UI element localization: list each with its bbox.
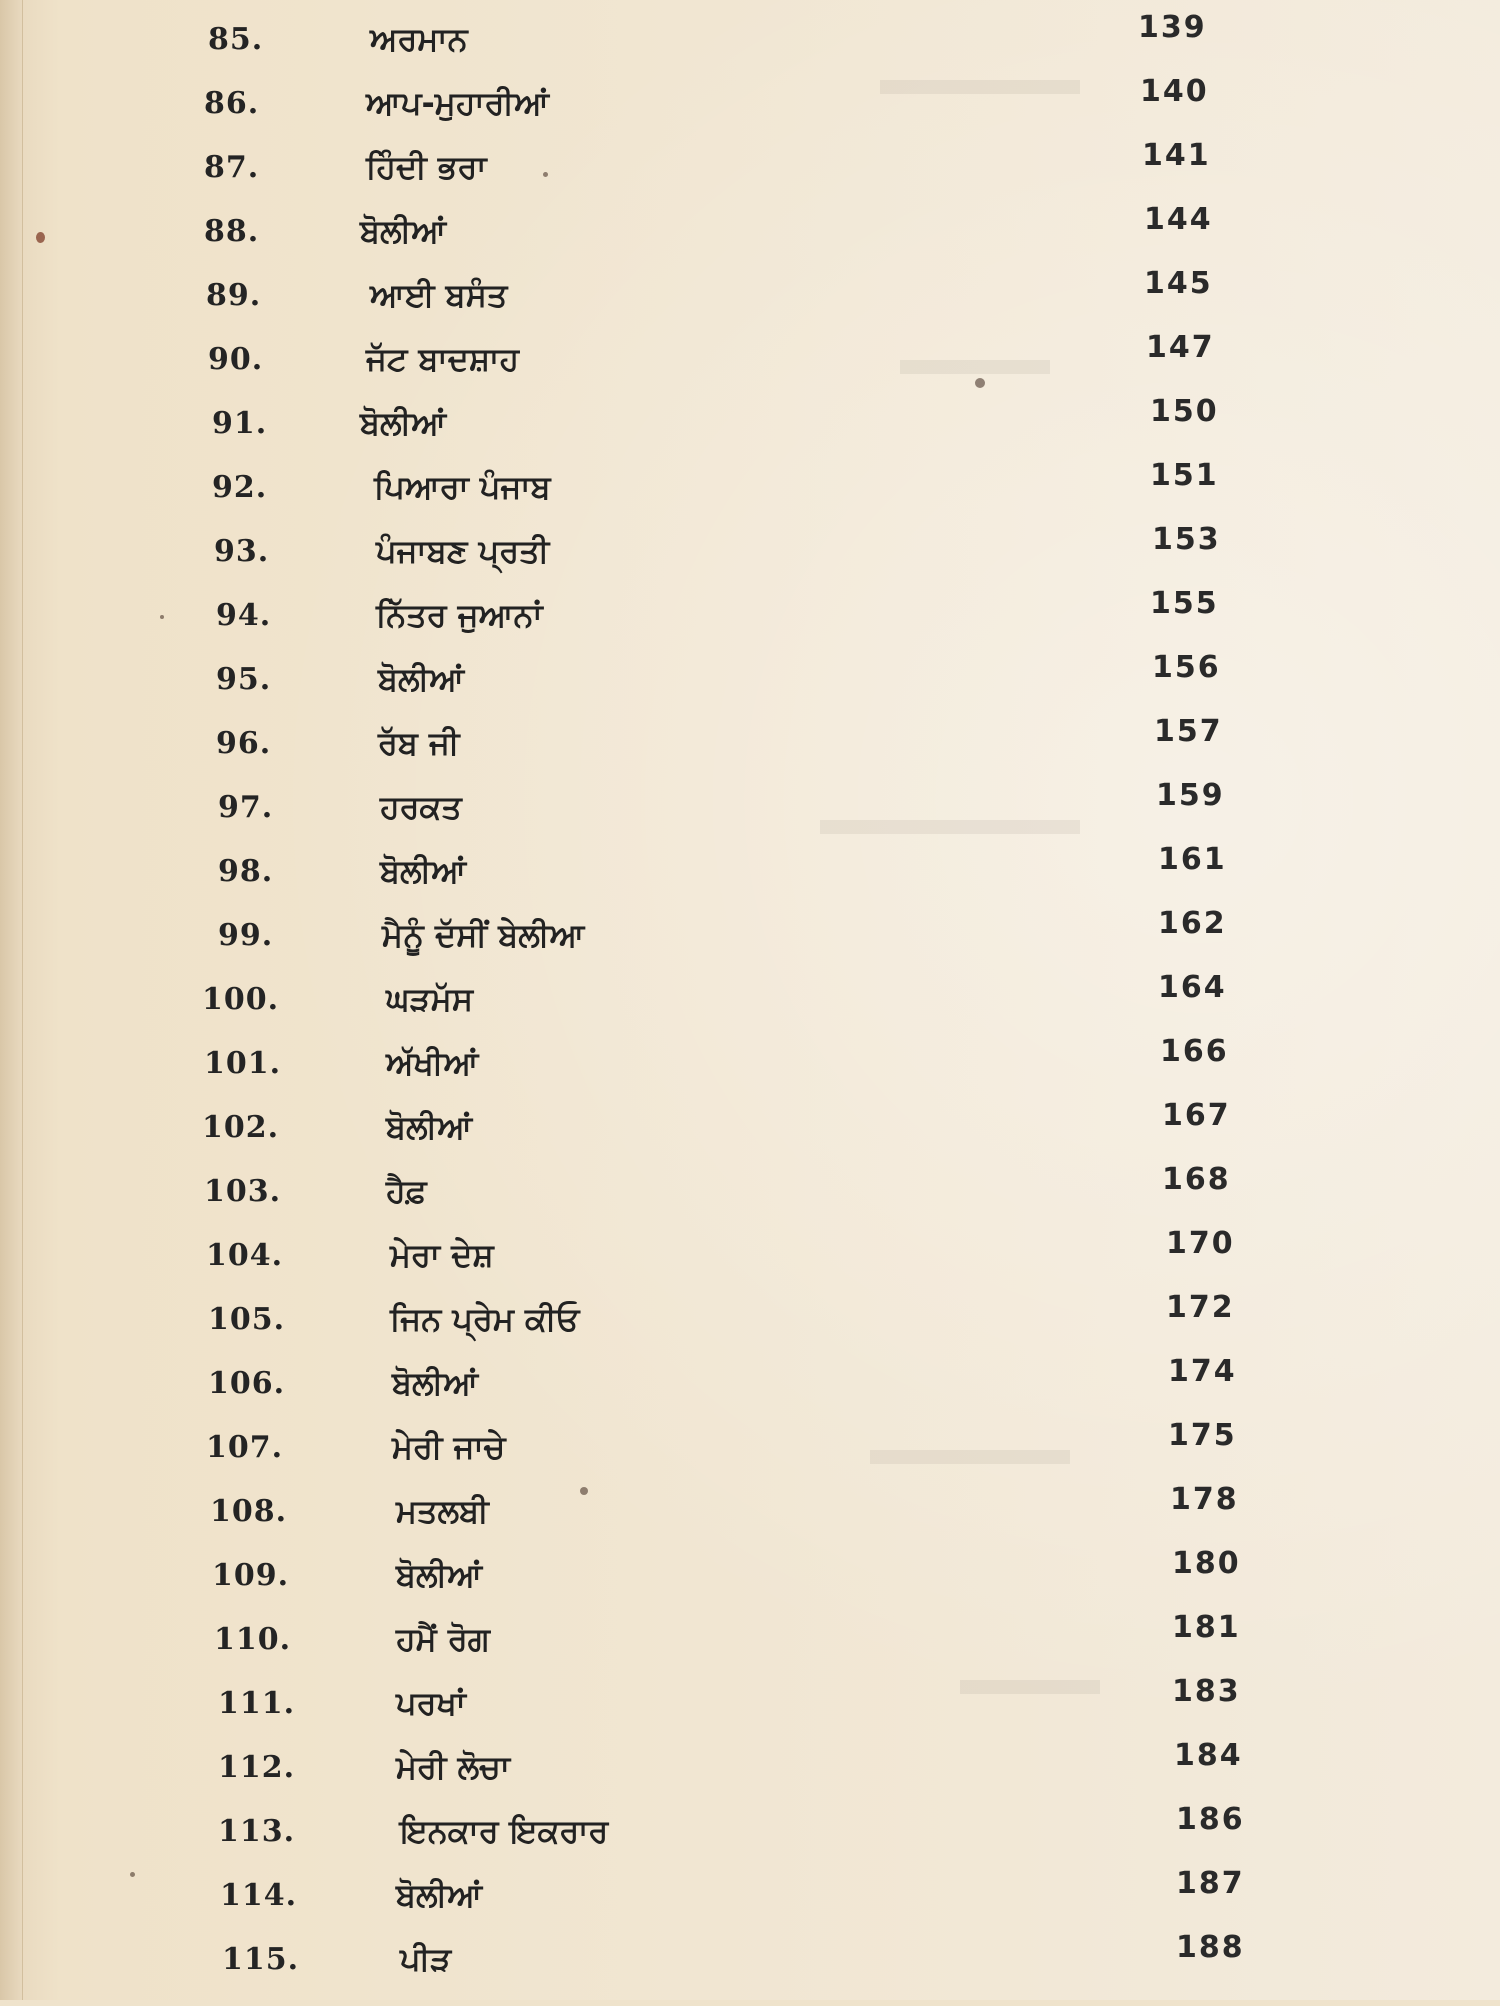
entry-title: ਹਰਕਤ <box>380 788 462 826</box>
entry-number: 94. <box>216 598 272 633</box>
entry-page-number: 159 <box>1156 778 1225 813</box>
list-item <box>0 10 1500 86</box>
list-item <box>0 330 1500 406</box>
entry-title: ਬੋਲੀਆਂ <box>360 404 447 442</box>
entry-page-number: 147 <box>1146 330 1215 365</box>
list-item <box>0 1098 1500 1174</box>
list-item <box>0 586 1500 662</box>
entry-number: 109. <box>212 1558 290 1593</box>
entry-number: 103. <box>204 1174 282 1209</box>
entry-number: 99. <box>218 918 274 953</box>
entry-page-number: 162 <box>1158 906 1227 941</box>
list-item <box>0 138 1500 214</box>
list-item <box>0 1866 1500 1942</box>
list-item <box>0 1802 1500 1878</box>
entry-page-number: 180 <box>1172 1546 1241 1581</box>
entry-page-number: 140 <box>1140 74 1209 109</box>
list-item <box>0 1930 1500 2006</box>
list-item <box>0 778 1500 854</box>
list-item <box>0 1354 1500 1430</box>
list-item <box>0 202 1500 278</box>
list-item <box>0 1482 1500 1558</box>
entry-title: ਪਿਆਰਾ ਪੰਜਾਬ <box>374 468 551 506</box>
entry-number: 114. <box>220 1878 298 1913</box>
entry-title: ਬੋਲੀਆਂ <box>386 1108 473 1146</box>
entry-number: 113. <box>218 1814 296 1849</box>
entry-number: 100. <box>202 982 280 1017</box>
list-item <box>0 1674 1500 1750</box>
entry-number: 86. <box>204 86 260 121</box>
entry-title: ਅਰਮਾਨ <box>370 20 468 58</box>
entry-number: 110. <box>214 1622 292 1657</box>
entry-number: 115. <box>222 1942 300 1977</box>
entry-number: 89. <box>206 278 262 313</box>
entry-page-number: 150 <box>1150 394 1219 429</box>
entry-number: 105. <box>208 1302 286 1337</box>
entry-page-number: 172 <box>1166 1290 1235 1325</box>
entry-number: 93. <box>214 534 270 569</box>
entry-page-number: 139 <box>1138 10 1207 45</box>
entry-number: 90. <box>208 342 264 377</box>
entry-title: ਪਰਖਾਂ <box>396 1684 466 1722</box>
entry-number: 97. <box>218 790 274 825</box>
entry-page-number: 170 <box>1166 1226 1235 1261</box>
entry-title: ਬੋਲੀਆਂ <box>378 660 465 698</box>
entry-title: ਰੱਬ ਜੀ <box>378 724 460 762</box>
entry-page-number: 187 <box>1176 1866 1245 1901</box>
entry-page-number: 175 <box>1168 1418 1237 1453</box>
entry-page-number: 178 <box>1170 1482 1239 1517</box>
entry-number: 101. <box>204 1046 282 1081</box>
entry-number: 95. <box>216 662 272 697</box>
entry-title: ਬੋਲੀਆਂ <box>396 1556 483 1594</box>
entry-title: ਪੀੜ <box>400 1940 452 1978</box>
entry-page-number: 145 <box>1144 266 1213 301</box>
entry-number: 92. <box>212 470 268 505</box>
entry-page-number: 157 <box>1154 714 1223 749</box>
entry-page-number: 164 <box>1158 970 1227 1005</box>
entry-title: ਬੋਲੀਆਂ <box>360 212 447 250</box>
list-item <box>0 650 1500 726</box>
list-item <box>0 522 1500 598</box>
list-item <box>0 1610 1500 1686</box>
list-item <box>0 458 1500 534</box>
entry-title: ਹਿੰਦੀ ਭਰਾ <box>366 148 487 186</box>
list-item <box>0 842 1500 918</box>
entry-number: 112. <box>218 1750 296 1785</box>
entry-page-number: 151 <box>1150 458 1219 493</box>
entry-title: ਹਮੈਂ ਰੋਗ <box>396 1620 490 1658</box>
entry-title: ਬੋਲੀਆਂ <box>392 1364 479 1402</box>
list-item <box>0 1290 1500 1366</box>
list-item <box>0 394 1500 470</box>
entry-number: 104. <box>206 1238 284 1273</box>
entry-page-number: 156 <box>1152 650 1221 685</box>
list-item <box>0 714 1500 790</box>
entry-number: 107. <box>206 1430 284 1465</box>
entry-title: ਜਿਨ ਪ੍ਰੇਮ ਕੀਓ <box>390 1300 580 1338</box>
entry-page-number: 188 <box>1176 1930 1245 1965</box>
entry-number: 98. <box>218 854 274 889</box>
entry-title: ਇਨਕਾਰ ਇਕਰਾਰ <box>400 1812 609 1850</box>
list-item <box>0 74 1500 150</box>
entry-title: ਮਤਲਬੀ <box>396 1492 489 1530</box>
entry-page-number: 155 <box>1150 586 1219 621</box>
entry-number: 108. <box>210 1494 288 1529</box>
entry-page-number: 186 <box>1176 1802 1245 1837</box>
entry-number: 102. <box>202 1110 280 1145</box>
entry-page-number: 174 <box>1168 1354 1237 1389</box>
entry-number: 111. <box>218 1686 296 1721</box>
list-item <box>0 970 1500 1046</box>
entry-page-number: 168 <box>1162 1162 1231 1197</box>
entry-title: ਬੋਲੀਆਂ <box>380 852 467 890</box>
entry-title: ਹੈਫ਼ <box>386 1172 427 1210</box>
entry-title: ਬੋਲੀਆਂ <box>396 1876 483 1914</box>
list-item <box>0 1226 1500 1302</box>
list-item <box>0 906 1500 982</box>
entry-title: ਮੈਨੂੰ ਦੱਸੀਂ ਬੇਲੀਆ <box>382 916 585 954</box>
entry-title: ਜੱਟ ਬਾਦਸ਼ਾਹ <box>366 340 519 378</box>
list-item <box>0 266 1500 342</box>
entry-title: ਨਿੱਤਰ ਜੁਆਨਾਂ <box>376 596 543 634</box>
entry-number: 87. <box>204 150 260 185</box>
entry-number: 88. <box>204 214 260 249</box>
entry-page-number: 184 <box>1174 1738 1243 1773</box>
entry-page-number: 167 <box>1162 1098 1231 1133</box>
list-item <box>0 1546 1500 1622</box>
entry-number: 106. <box>208 1366 286 1401</box>
entry-title: ਘੜਮੱਸ <box>386 980 474 1018</box>
entry-title: ਮੇਰਾ ਦੇਸ਼ <box>390 1236 494 1274</box>
entry-page-number: 183 <box>1172 1674 1241 1709</box>
entry-page-number: 141 <box>1142 138 1211 173</box>
list-item <box>0 1418 1500 1494</box>
entry-title: ਪੰਜਾਬਣ ਪ੍ਰਤੀ <box>376 532 550 570</box>
entry-title: ਮੇਰੀ ਜਾਚੇ <box>392 1428 506 1466</box>
entry-number: 91. <box>212 406 268 441</box>
entry-page-number: 144 <box>1144 202 1213 237</box>
list-item <box>0 1162 1500 1238</box>
entry-page-number: 181 <box>1172 1610 1241 1645</box>
entry-title: ਆਪ-ਮੁਹਾਰੀਆਂ <box>366 84 549 122</box>
entry-page-number: 166 <box>1160 1034 1229 1069</box>
entry-page-number: 161 <box>1158 842 1227 877</box>
entry-title: ਅੱਖੀਆਂ <box>386 1044 479 1082</box>
list-item <box>0 1034 1500 1110</box>
entry-title: ਆਈ ਬਸੰਤ <box>370 276 508 314</box>
entry-title: ਮੇਰੀ ਲੋਚਾ <box>396 1748 511 1786</box>
entry-number: 96. <box>216 726 272 761</box>
list-item <box>0 1738 1500 1814</box>
entry-page-number: 153 <box>1152 522 1221 557</box>
entry-number: 85. <box>208 22 264 57</box>
